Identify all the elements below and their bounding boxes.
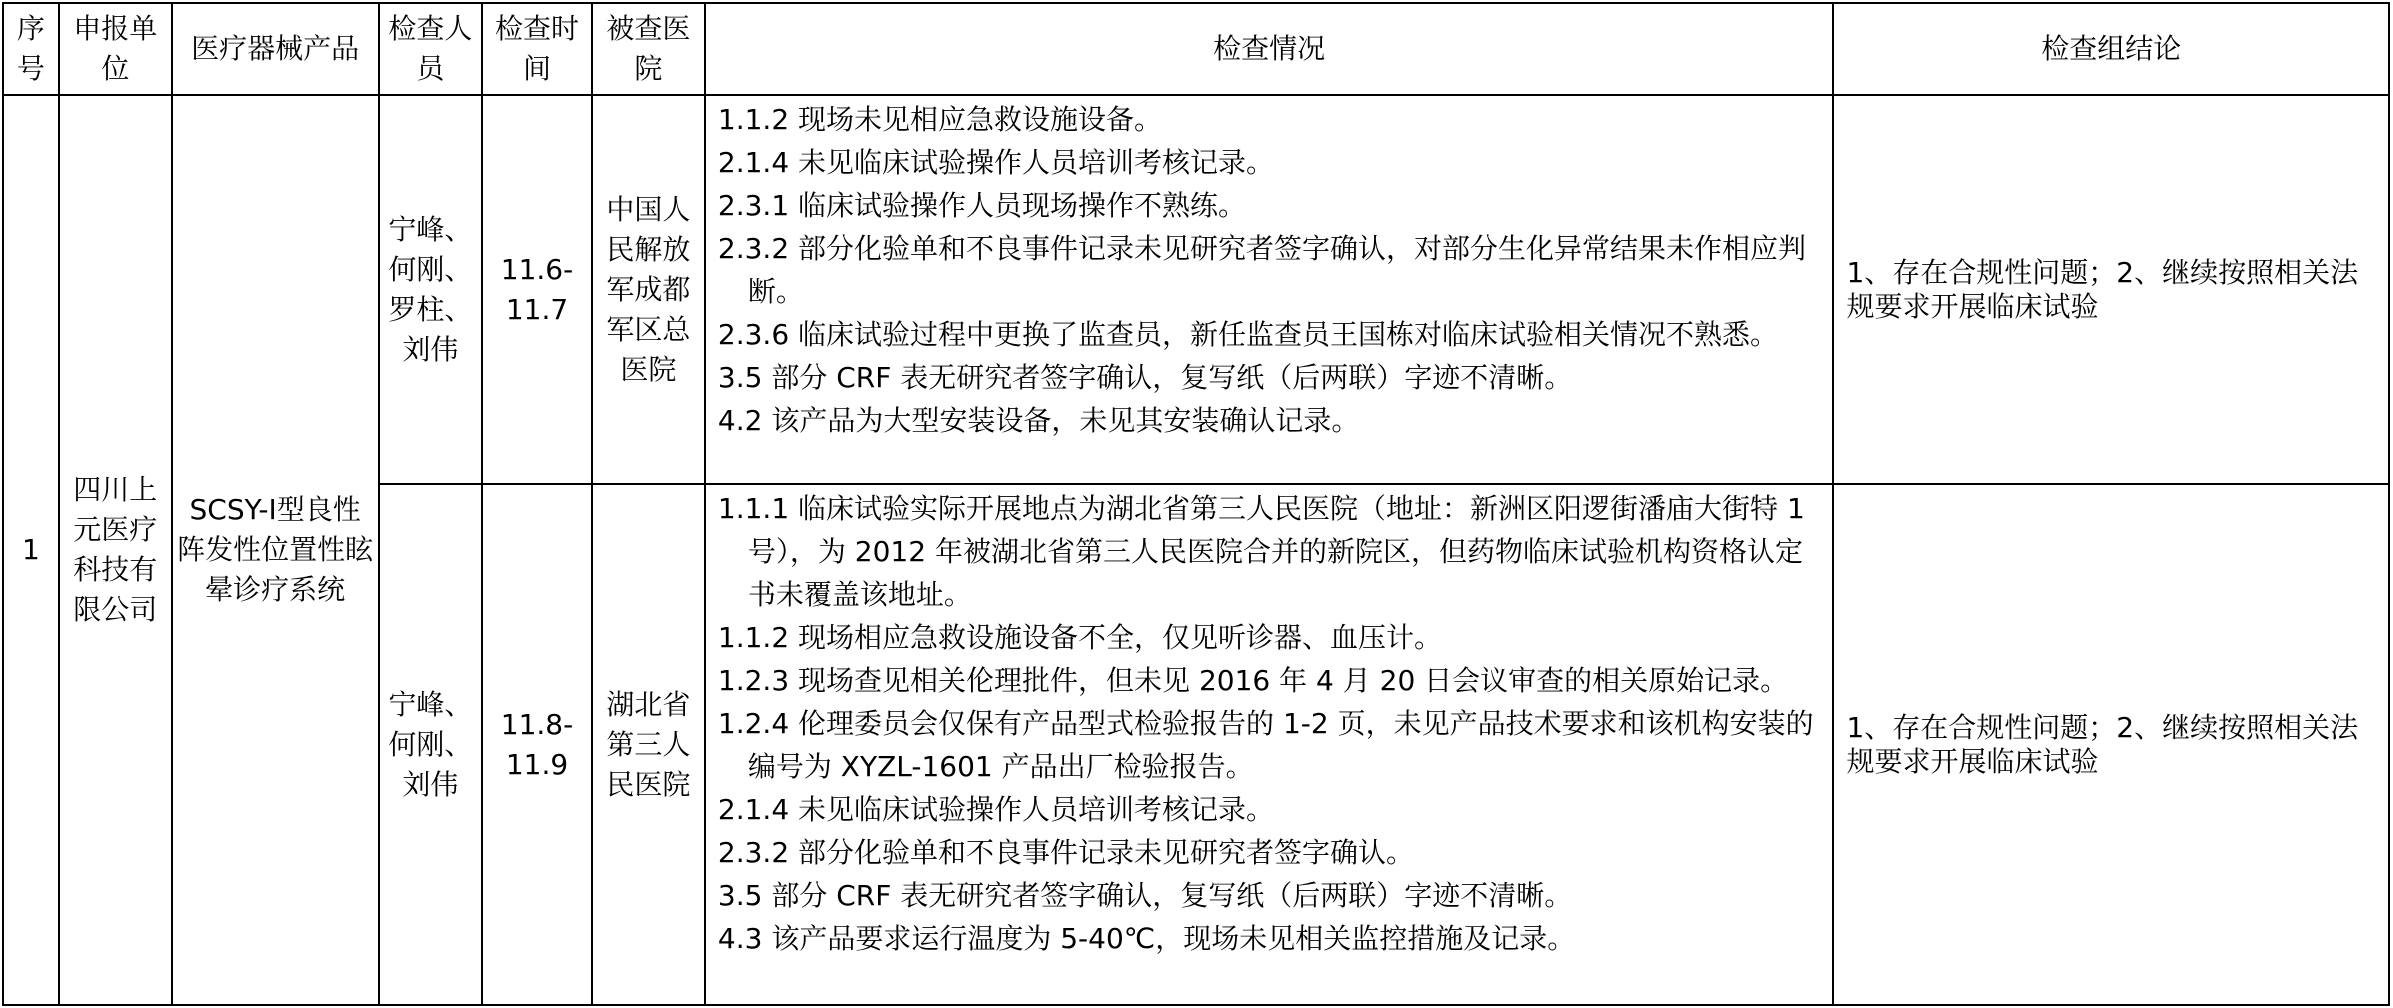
finding-item: 2.3.1 临床试验操作人员现场操作不熟练。 [717,189,1247,222]
hospital-line: 医院 [620,352,677,386]
finding-item: 3.5 部分 CRF 表无研究者签字确认，复写纸（后两联）字迹不清晰。 [717,879,1573,912]
hospital-line: 民医院 [606,767,691,801]
hospital-cell [592,484,705,1005]
time-line: 11.8- [500,707,574,741]
situation-cell [705,95,1834,484]
product-cell: SCSY-Ⅰ型良性阵发性位置性眩晕诊疗系统 [172,95,379,1005]
situation-cell [705,484,1834,1005]
finding-item: 2.1.4 未见临床试验操作人员培训考核记录。 [717,146,1275,179]
hospital-cell [592,95,705,484]
unit-cell: 四川上元医疗科技有限公司 [59,95,172,1005]
inspector-name: 罗柱、 [388,292,473,326]
seq-cell: 1 [3,95,59,1005]
finding-item: 1.2.4 伦理委员会仅保有产品型式检验报告的 1-2 页，未见产品技术要求和该机构安装的编号为 XYZL-1601 产品出厂检验报告。 [717,707,1814,783]
finding-item: 1.1.2 现场相应急救设施设备不全，仅见听诊器、血压计。 [717,621,1443,654]
finding-item: 1.2.3 现场查见相关伦理批件，但未见 2016 年 4 月 20 日会议审查的相关原始记录。 [717,664,1789,697]
inspectors-cell [379,95,482,484]
table-row [3,95,2389,484]
time-line: 11.7 [505,292,569,326]
finding-item: 4.3 该产品要求运行温度为 5-40℃，现场未见相关监控措施及记录。 [717,922,1576,955]
finding-item: 2.1.4 未见临床试验操作人员培训考核记录。 [717,793,1275,826]
conclusion-cell: 1、存在合规性问题；2、继续按照相关法规要求开展临床试验 [1833,484,2389,1005]
finding-item: 4.2 该产品为大型安装设备，未见其安装确认记录。 [717,404,1360,437]
hospital-line: 民解放 [606,232,691,266]
header-inspectors: 检查人员 [379,3,482,95]
hospital-line: 第三人 [606,727,691,761]
finding-item: 2.3.2 部分化验单和不良事件记录未见研究者签字确认，对部分生化异常结果未作相应判断。 [717,232,1807,308]
finding-item: 2.3.2 部分化验单和不良事件记录未见研究者签字确认。 [717,836,1415,869]
header-row [3,3,2389,95]
finding-item: 3.5 部分 CRF 表无研究者签字确认，复写纸（后两联）字迹不清晰。 [717,361,1573,394]
hospital-line: 中国人 [606,192,691,226]
inspector-name: 刘伟 [402,767,459,801]
header-unit: 申报单位 [59,3,172,95]
time-cell [482,95,592,484]
finding-item: 1.1.2 现场未见相应急救设施设备。 [717,103,1163,136]
time-line: 11.6- [500,252,574,286]
header-product: 医疗器械产品 [172,3,379,95]
header-time: 检查时间 [482,3,592,95]
inspection-table [2,2,2390,1006]
inspector-name: 宁峰、 [388,212,473,246]
inspector-name: 宁峰、 [388,687,473,721]
hospital-line: 军成都 [606,272,691,306]
hospital-line: 湖北省 [606,687,691,721]
finding-item: 1.1.1 临床试验实际开展地点为湖北省第三人民医院（地址：新洲区阳逻街潘庙大街特 1 号），为 2012 年被湖北省第三人民医院合并的新院区，但药物临床试验机构资格认定书未覆盖该地址。 [717,492,1805,611]
finding-item: 2.3.6 临床试验过程中更换了监查员，新任监查员王国栋对临床试验相关情况不熟悉。 [717,318,1779,351]
header-conclusion: 检查组结论 [1833,3,2389,95]
hospital-line: 军区总 [606,312,691,346]
conclusion-cell: 1、存在合规性问题；2、继续按照相关法规要求开展临床试验 [1833,95,2389,484]
header-seq: 序号 [3,3,59,95]
inspector-name: 刘伟 [402,332,459,366]
inspectors-cell [379,484,482,1005]
inspector-name: 何刚、 [388,252,473,286]
header-hospital: 被查医院 [592,3,705,95]
header-situation: 检查情况 [705,3,1834,95]
inspector-name: 何刚、 [388,727,473,761]
time-line: 11.9 [505,747,569,781]
time-cell [482,484,592,1005]
